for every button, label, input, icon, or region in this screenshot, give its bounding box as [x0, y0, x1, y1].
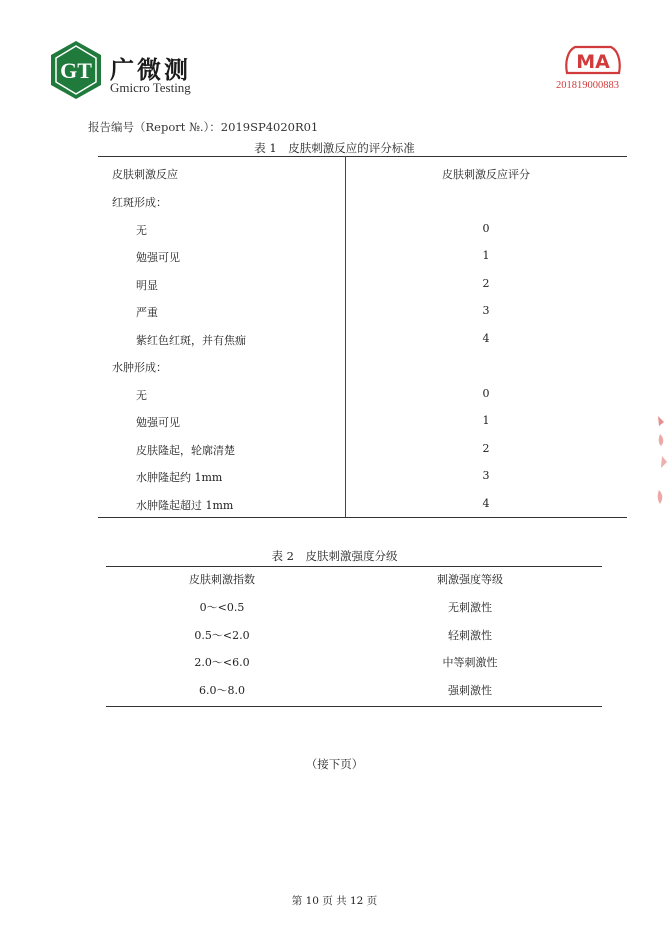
reaction-score: 4	[482, 497, 490, 510]
page-footer: 第 10 页 共 12 页	[291, 895, 378, 907]
table1-caption: 表 1 皮肤刺激反应的评分标准	[254, 141, 415, 155]
reaction-label: 红斑形成：	[112, 196, 167, 209]
continued-note: （接下页）	[305, 757, 364, 771]
reaction-score: 0	[482, 222, 490, 235]
reaction-label: 紫红色红斑，并有焦痂	[136, 334, 246, 347]
table2-caption: 表 2 皮肤刺激强度分级	[271, 549, 398, 563]
table-row	[106, 599, 602, 619]
brand-name-en: Gmicro Testing	[110, 80, 191, 95]
reaction-label: 勉强可见	[136, 416, 180, 429]
ma-badge-text: MA	[576, 51, 610, 73]
logo-letters: GT	[60, 58, 92, 83]
brand-name-cn: 广微测	[110, 56, 191, 84]
irritation-index: 6.0～8.0	[199, 684, 245, 697]
table-row	[98, 387, 627, 407]
table2-header-row	[106, 571, 602, 591]
table-row	[98, 304, 627, 324]
table-row	[98, 442, 627, 462]
table1-header-reaction: 皮肤刺激反应	[112, 168, 178, 181]
table1-bottom-rule	[98, 517, 627, 518]
table2-top-rule	[106, 566, 602, 567]
reaction-label: 勉强可见	[136, 251, 180, 264]
reaction-score: 0	[482, 387, 490, 400]
table2-bottom-rule	[106, 706, 602, 707]
reaction-label: 严重	[136, 306, 158, 319]
table-row	[98, 194, 627, 214]
reaction-score: 3	[482, 304, 490, 317]
reaction-label: 明显	[136, 279, 158, 292]
table-row	[98, 414, 627, 434]
table-row	[98, 359, 627, 379]
table-row	[98, 469, 627, 489]
table-row	[98, 497, 627, 517]
table1-header-score: 皮肤刺激反应评分	[442, 168, 530, 181]
reaction-label: 皮肤隆起，轮廓清楚	[136, 444, 235, 457]
irritation-grade: 中等刺激性	[442, 656, 498, 669]
reaction-label: 无	[136, 389, 147, 402]
table-row	[98, 222, 627, 242]
table2-header-grade: 刺激强度等级	[437, 573, 503, 586]
ma-certificate-number: 201819000883	[556, 80, 619, 91]
gmicro-logo	[50, 40, 102, 100]
report-number: 报告编号（Report №.）：2019SP4020R01	[88, 120, 319, 134]
table-row	[98, 277, 627, 297]
table-row	[106, 654, 602, 674]
table1-header-row	[98, 166, 627, 186]
table-row	[106, 682, 602, 702]
reaction-label: 水肿隆起超过 1mm	[136, 499, 234, 512]
table2-header-index: 皮肤刺激指数	[189, 573, 255, 586]
reaction-score: 2	[482, 442, 490, 455]
reaction-label: 无	[136, 224, 147, 237]
reaction-score: 1	[482, 414, 490, 427]
table-row	[98, 249, 627, 269]
irritation-index: 0.5～<2.0	[194, 629, 250, 642]
irritation-index: 0～<0.5	[199, 601, 245, 614]
skin-reaction-scoring-table	[98, 156, 627, 518]
reaction-label: 水肿形成：	[112, 361, 167, 374]
reaction-score: 1	[482, 249, 490, 262]
table1-top-rule	[98, 156, 627, 157]
irritation-grade-table	[106, 566, 602, 707]
table-row	[98, 332, 627, 352]
partial-seal-mark	[652, 412, 669, 522]
irritation-index: 2.0～<6.0	[194, 656, 250, 669]
reaction-score: 3	[482, 469, 490, 482]
reaction-label: 水肿隆起约 1mm	[136, 471, 223, 484]
irritation-grade: 无刺激性	[448, 601, 492, 614]
reaction-score: 4	[482, 332, 490, 345]
ma-certification-badge	[563, 43, 623, 77]
irritation-grade: 轻刺激性	[448, 629, 492, 642]
table-row	[106, 627, 602, 647]
reaction-score: 2	[482, 277, 490, 290]
irritation-grade: 强刺激性	[448, 684, 492, 697]
